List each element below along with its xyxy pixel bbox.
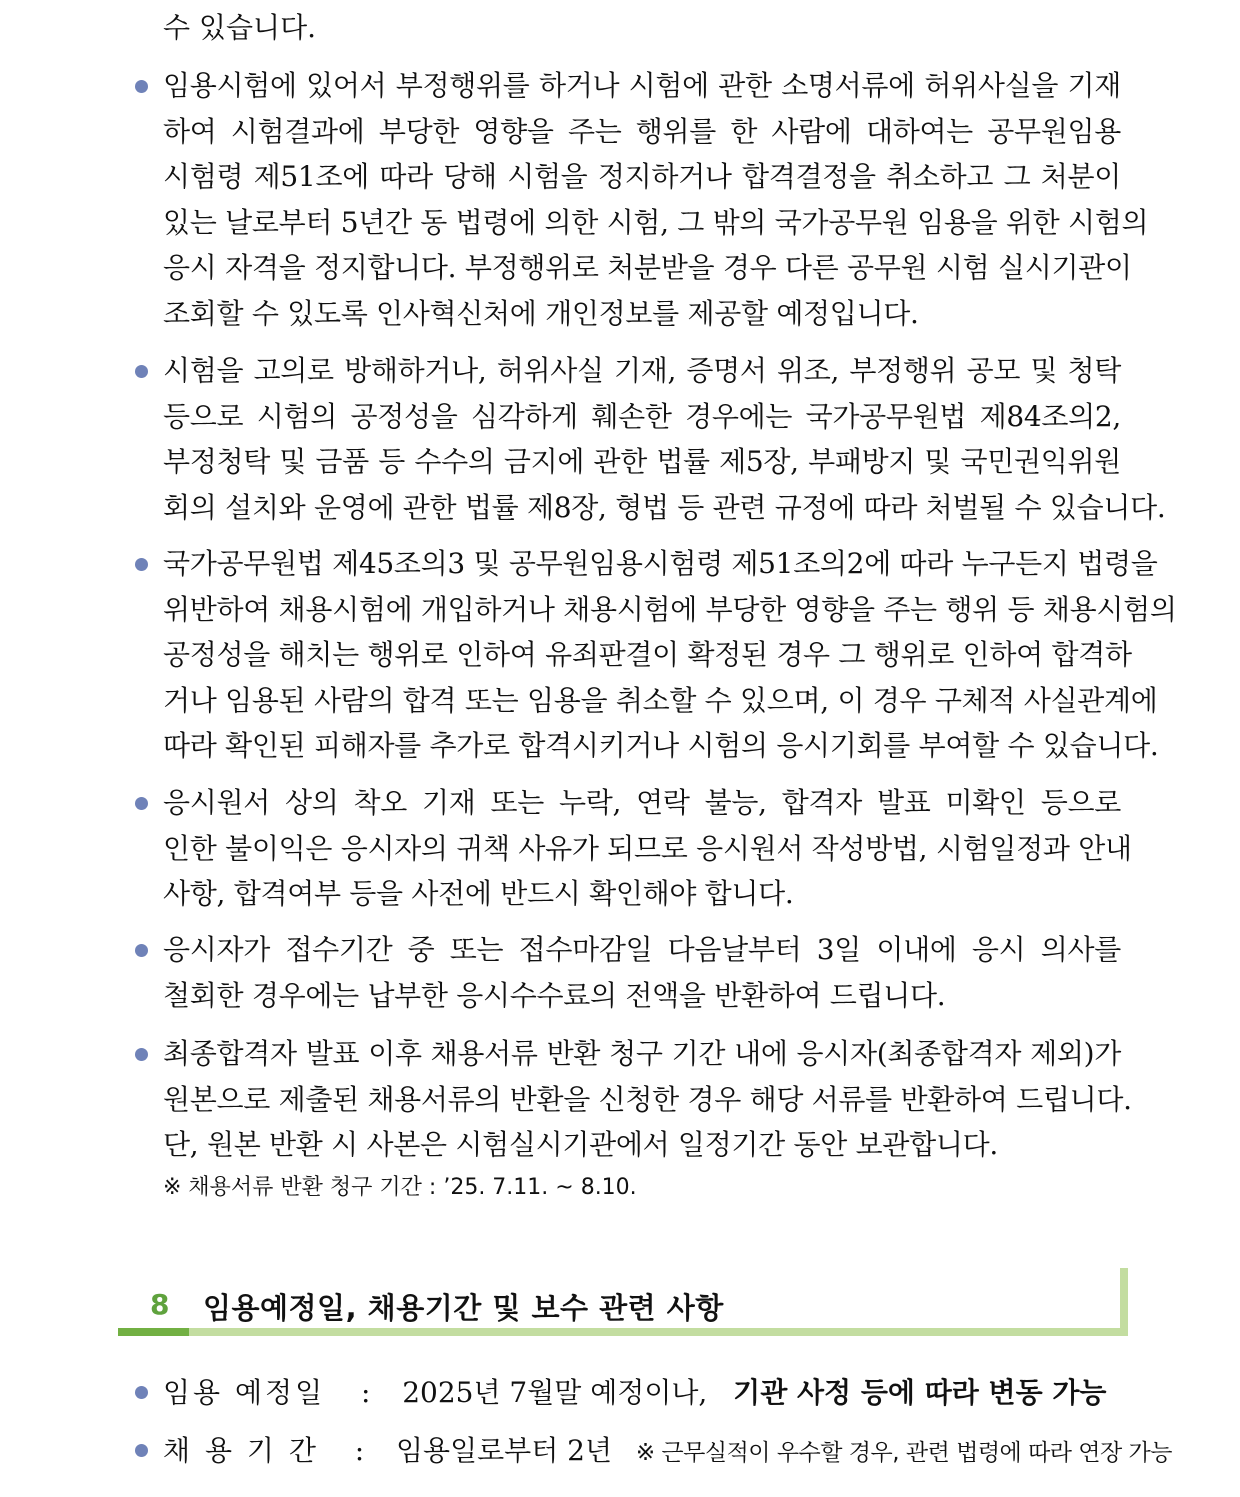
text-line: 위반하여 채용시험에 개입하거나 채용시험에 부당한 영향을 주는 행위 등 채용시험의 — [163, 592, 1177, 626]
text-line: 사항, 합격여부 등을 사전에 반드시 확인해야 합니다. — [163, 877, 794, 910]
bullet-icon — [135, 365, 148, 378]
text-line: 따라 확인된 피해자를 추가로 합격시키거나 시험의 응시기회를 부여할 수 있습니다. — [163, 729, 1159, 762]
text-line: 단, 원본 반환 시 사본은 시험실시기관에서 일정기간 동안 보관합니다. — [163, 1128, 998, 1161]
section-underline-accent — [118, 1328, 189, 1336]
appointment-date-row — [163, 1370, 1121, 1415]
text-line: 최종합격자 발표 이후 채용서류 반환 청구 기간 내에 응시자(최종합격자 제외)가 — [163, 1037, 1121, 1070]
text-line: 있는 날로부터 5년간 동 법령에 의한 시험, 그 밖의 국가공무원 임용을 위한 시험의 — [163, 205, 1149, 239]
text-line: 등으로 시험의 공정성을 심각하게 훼손한 경우에는 국가공무원법 제84조의2, — [163, 399, 1121, 433]
bullet-icon — [135, 797, 148, 810]
section-underline — [118, 1328, 1128, 1336]
text-line: 철회한 경우에는 납부한 응시수수료의 전액을 반환하여 드립니다. — [163, 978, 946, 1012]
notice-bullet-refund — [163, 927, 1121, 1018]
employment-period-label: 채 용 기 간 — [163, 1434, 319, 1467]
bullet-icon — [135, 944, 148, 957]
text-line: 응시 자격을 정지합니다. 부정행위로 처분받을 경우 다른 공무원 시험 실시기관이 — [163, 251, 1132, 284]
separator: : — [360, 1376, 371, 1409]
employment-period-row — [163, 1428, 1172, 1476]
return-period-note: ※ 채용서류 반환 청구 기간 : ’25. 7.11. ~ 8.10. — [163, 1174, 637, 1200]
notice-bullet-conviction — [163, 541, 1177, 769]
bullet-icon — [135, 1048, 148, 1061]
text-line: 조회할 수 있도록 인사혁신처에 개인정보를 제공할 예정입니다. — [163, 296, 919, 330]
employment-period-note: ※ 근무실적이 우수할 경우, 관련 법령에 따라 연장 가능 — [635, 1440, 1172, 1466]
notice-bullet-document-return — [163, 1031, 1132, 1206]
bullet-icon — [135, 1386, 148, 1399]
section-header — [118, 1268, 1128, 1338]
text-line: 국가공무원법 제45조의3 및 공무원임용시험령 제51조의2에 따라 누구든지 법령을 — [163, 547, 1158, 580]
text-line: 회의 설치와 운영에 관한 법률 제8장, 형법 등 관련 규정에 따라 처벌될 수 있습니다. — [163, 490, 1166, 524]
text-line: 부정청탁 및 금품 등 수수의 금지에 관한 법률 제5장, 부패방지 및 국민권익위원 — [163, 445, 1121, 478]
text-line: 하여 시험결과에 부당한 영향을 주는 행위를 한 사람에 대하여는 공무원임용 — [163, 114, 1121, 148]
text-line: 거나 임용된 사람의 합격 또는 임용을 취소할 수 있으며, 이 경우 구체적 사실관계에 — [163, 683, 1158, 717]
text-line: 시험을 고의로 방해하거나, 허위사실 기재, 증명서 위조, 부정행위 공모 및 청탁 — [163, 354, 1121, 387]
text-line: 임용시험에 있어서 부정행위를 하거나 시험에 관한 소명서류에 허위사실을 기재 — [163, 69, 1121, 102]
bullet-icon — [135, 558, 148, 571]
notice-bullet-misconduct — [163, 63, 1149, 336]
appointment-date-label: 임용 예정일 — [163, 1376, 326, 1409]
notice-bullet-application-errors — [163, 780, 1132, 917]
text-line: 응시원서 상의 착오 기재 또는 누락, 연락 불능, 합격자 발표 미확인 등으로 — [163, 786, 1121, 819]
section-number: 8 — [150, 1288, 170, 1321]
text-line: 공정성을 해치는 행위로 인하여 유죄판결이 확정된 경우 그 행위로 인하여 합격하 — [163, 638, 1132, 671]
continuation-text: 수 있습니다. — [163, 11, 317, 44]
appointment-date-value: 2025년 7월말 예정이나, — [402, 1376, 708, 1409]
bullet-icon — [135, 1444, 148, 1457]
bullet-icon — [135, 80, 148, 93]
section-right-bar — [1120, 1268, 1128, 1336]
text-line: 인한 불이익은 응시자의 귀책 사유가 되므로 응시원서 작성방법, 시험일정과 안내 — [163, 831, 1132, 865]
appointment-date-emphasis: 기관 사정 등에 따라 변동 가능 — [733, 1376, 1107, 1409]
section-title: 임용예정일, 채용기간 및 보수 관련 사항 — [203, 1291, 724, 1325]
text-line: 응시자가 접수기간 중 또는 접수마감일 다음날부터 3일 이내에 응시 의사를 — [163, 933, 1121, 966]
text-line: 원본으로 제출된 채용서류의 반환을 신청한 경우 해당 서류를 반환하여 드립니다. — [163, 1082, 1132, 1116]
notice-bullet-obstruction — [163, 348, 1166, 530]
employment-period-value: 임용일로부터 2년 — [395, 1434, 613, 1467]
separator: : — [354, 1434, 365, 1467]
text-line: 시험령 제51조에 따라 당해 시험을 정지하거나 합격결정을 취소하고 그 처분이 — [163, 160, 1121, 193]
